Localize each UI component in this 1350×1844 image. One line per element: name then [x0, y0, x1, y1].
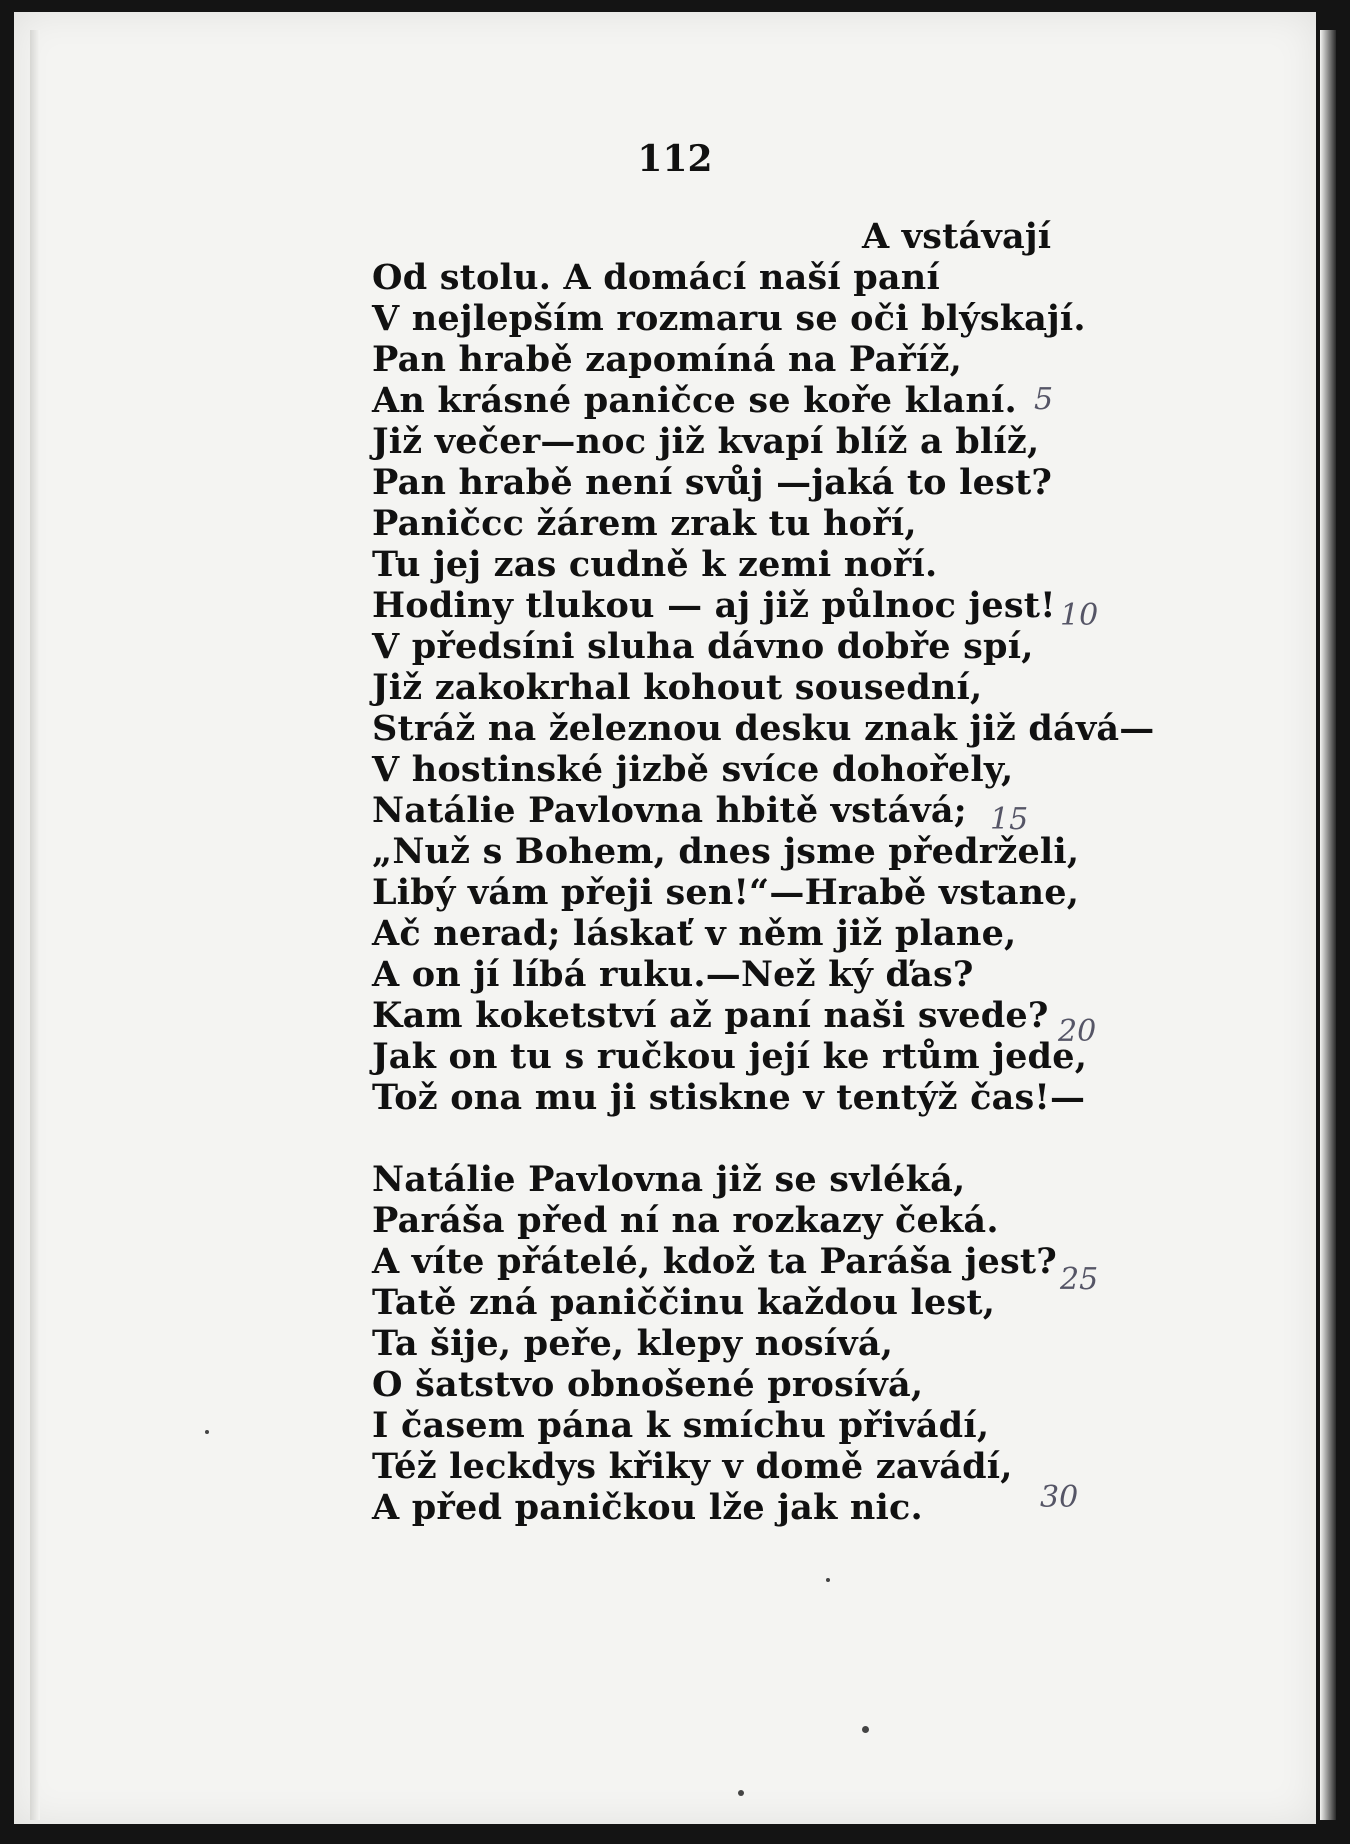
page-number: 112: [637, 138, 713, 180]
poem-line: Tu jej zas cudně k zemi noří.: [372, 544, 938, 585]
poem-line: A před paničkou lže jak nic.: [372, 1487, 923, 1528]
stanza-break: [372, 1118, 1192, 1159]
poem-line: I časem pána k smíchu přivádí,: [372, 1405, 990, 1446]
poem-line: Paničcc žárem zrak tu hoří,: [372, 503, 917, 544]
margin-note: 5: [1034, 382, 1054, 417]
margin-note: 25: [1060, 1262, 1099, 1297]
poem-line: Stráž na železnou desku znak již dává—: [372, 708, 1155, 749]
margin-note: 20: [1058, 1014, 1097, 1049]
page-gutter-shadow: [30, 30, 40, 1820]
poem-line: V hostinské jizbě svíce dohořely,: [372, 749, 1014, 790]
poem-line: A víte přátelé, kdož ta Paráša jest?: [372, 1241, 1057, 1282]
scan-speck: [862, 1726, 869, 1733]
page-right-edge: [1320, 30, 1336, 1820]
poem-line: Ač nerad; láskať v něm již plane,: [372, 913, 1017, 954]
poem-line: Natálie Pavlovna již se svléká,: [372, 1159, 966, 1200]
poem-line: A on jí líbá ruku.—Než ký ďas?: [372, 954, 974, 995]
margin-note: 10: [1060, 598, 1099, 633]
poem-line: Natálie Pavlovna hbitě vstává;: [372, 790, 967, 831]
poem-line: Libý vám přeji sen!“—Hrabě vstane,: [372, 872, 1080, 913]
scan-speck: [738, 1790, 744, 1796]
poem-line: Již zakokrhal kohout sousední,: [372, 667, 983, 708]
poem-line: Od stolu. A domácí naší paní: [372, 257, 940, 298]
poem-line: Tatě zná paniččinu každou lest,: [372, 1282, 996, 1323]
poem-line: V nejlepším rozmaru se oči blýskají.: [372, 298, 1086, 339]
poem-text: [372, 216, 1192, 1528]
poem-line: A vstávají: [862, 216, 1052, 257]
poem-line: Ta šije, peře, klepy nosívá,: [372, 1323, 894, 1364]
poem-line: O šatstvo obnošené prosívá,: [372, 1364, 924, 1405]
scan-speck: [205, 1430, 209, 1434]
poem-line: Hodiny tlukou — aj již půlnoc jest!: [372, 585, 1056, 626]
poem-line: Pan hrabě zapomíná na Paříž,: [372, 339, 962, 380]
poem-line: An krásné paničce se koře klaní.: [372, 380, 1017, 421]
poem-line: Kam koketství až paní naši svede?: [372, 995, 1049, 1036]
scan-speck: [826, 1578, 830, 1582]
poem-line: Jak on tu s ručkou její ke rtům jede,: [372, 1036, 1088, 1077]
poem-line: Již večer—noc již kvapí blíž a blíž,: [372, 421, 1040, 462]
poem-line: „Nuž s Bohem, dnes jsme předrželi,: [372, 831, 1080, 872]
poem-line: Pan hrabě není svůj —jaká to lest?: [372, 462, 1053, 503]
poem-line: V předsíni sluha dávno dobře spí,: [372, 626, 1034, 667]
poem-line: Paráša před ní na rozkazy čeká.: [372, 1200, 999, 1241]
margin-note: 30: [1040, 1480, 1079, 1515]
margin-note: 15: [990, 802, 1029, 837]
poem-line: Též leckdys křiky v domě zavádí,: [372, 1446, 1013, 1487]
poem-line: Tož ona mu ji stiskne v tentýž čas!—: [372, 1077, 1086, 1118]
